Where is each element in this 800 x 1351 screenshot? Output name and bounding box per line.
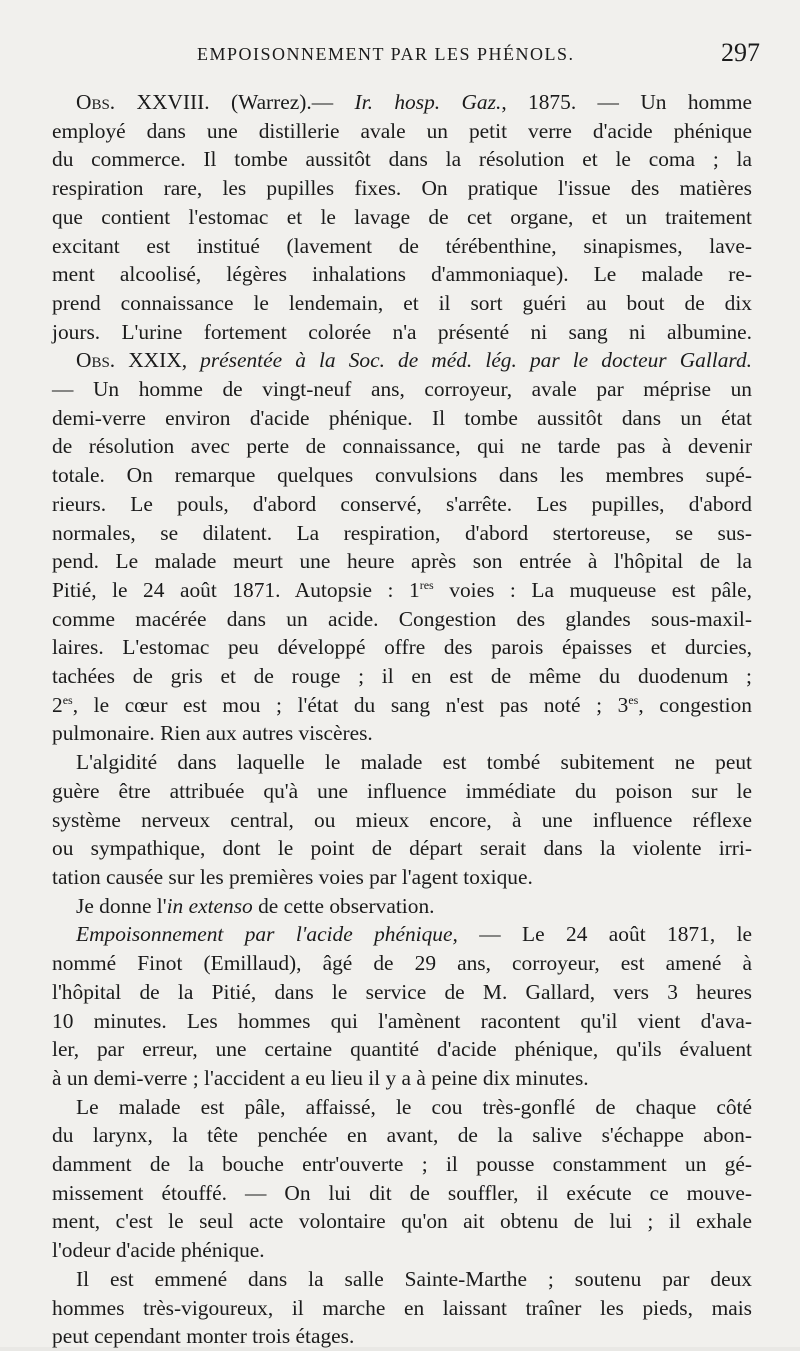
- text-line: Il est emmené dans la salle Sainte-Marthe ; soutenu par deux: [76, 1266, 752, 1291]
- text-line: ment, c'est le seul acte volontaire qu'on ait obtenu de lui ; il exhale: [52, 1209, 752, 1234]
- text-line: tation causée sur les premières voies par l'agent toxique.: [52, 864, 533, 889]
- text-line: totale. On remarque quelques convulsions dans les membres supé-: [52, 463, 752, 488]
- text-line: de résolution avec perte de connaissance, qui ne tarde pas à devenir: [52, 434, 752, 459]
- text-line: laires. L'estomac peu développé offre des parois épaisses et durcies,: [52, 635, 752, 660]
- text-line: L'algidité dans laquelle le malade est tombé subitement ne peut: [76, 750, 752, 775]
- text-line: Empoisonnement par l'acide phénique, — Le 24 août 1871, le: [76, 922, 753, 947]
- text-line: tachées de gris et de rouge ; il en est de même du duodenum ;: [52, 664, 752, 689]
- text-line: comme macérée dans un acide. Congestion des glandes sous-maxil-: [52, 606, 752, 631]
- text-line: rieurs. Le pouls, d'abord conservé, s'arrête. Les pupilles, d'abord: [52, 491, 752, 516]
- text-line: excitant est institué (lavement de térébenthine, sinapismes, lave-: [52, 233, 752, 258]
- text-line: Obs. XXIX, présentée à la Soc. de méd. lég. par le docteur Gallard.: [76, 348, 752, 373]
- text-line: l'hôpital de la Pitié, dans le service de M. Gallard, vers 3 heures: [52, 979, 752, 1004]
- text-line: système nerveux central, ou mieux encore, à une influence réflexe: [52, 807, 752, 832]
- text-line: nommé Finot (Emillaud), âgé de 29 ans, corroyeur, est amené à: [52, 951, 752, 976]
- text-line: prend connaissance le lendemain, et il sort guéri au bout de dix: [52, 290, 752, 315]
- text-line: employé dans une distillerie avale un petit verre d'acide phénique: [52, 118, 752, 143]
- text-line: demi-verre environ d'acide phénique. Il tombe aussitôt dans un état: [52, 405, 752, 430]
- page-header: [52, 36, 760, 76]
- running-title: EMPOISONNEMENT PAR LES PHÉNOLS.: [197, 44, 575, 64]
- text-line: pend. Le malade meurt une heure après son entrée à l'hôpital de la: [52, 549, 752, 574]
- text-line: ou sympathique, dont le point de départ serait dans la violente irri-: [52, 836, 752, 861]
- text-line: $2^{es}$, le cœur est mou ; l'état du sang n'est pas noté ; $3^{es}$, congestion: [52, 692, 752, 717]
- text-line: peut cependant monter trois étages.: [52, 1324, 355, 1349]
- text-line: Le malade est pâle, affaissé, le cou très-gonflé de chaque côté: [76, 1094, 752, 1119]
- text-line: que contient l'estomac et le lavage de cet organe, et un traitement: [52, 204, 752, 229]
- text-line: du commerce. Il tombe aussitôt dans la résolution et le coma ; la: [52, 147, 752, 172]
- text-line: respiration rare, les pupilles fixes. On pratique l'issue des matières: [52, 176, 752, 201]
- text-line: pulmonaire. Rien aux autres viscères.: [52, 721, 373, 746]
- text-line: damment de la bouche entr'ouverte ; il pousse constamment un gé-: [52, 1152, 752, 1177]
- text-line: à un demi-verre ; l'accident a eu lieu il y a à peine dix minutes.: [52, 1065, 589, 1090]
- text-line: hommes très-vigoureux, il marche en laissant traîner les pieds, mais: [52, 1295, 752, 1320]
- text-line: jours. L'urine fortement colorée n'a présenté ni sang ni albumine.: [52, 319, 752, 344]
- text-line: Obs. XXVIII. (Warrez).— Ir. hosp. Gaz., 1875. — Un homme: [76, 90, 753, 114]
- text-line: — Un homme de vingt-neuf ans, corroyeur, avale par méprise un: [52, 377, 752, 402]
- text-line: du larynx, la tête penchée en avant, de la salive s'échappe abon-: [52, 1123, 752, 1148]
- page-number: 297: [721, 38, 760, 67]
- text-line: missement étouffé. — On lui dit de souffler, il exécute ce mouve-: [52, 1180, 752, 1205]
- text-line: normales, se dilatent. La respiration, d'abord stertoreuse, se sus-: [52, 520, 752, 545]
- text-line: l'odeur d'acide phénique.: [52, 1238, 265, 1263]
- text-line: Pitié, le 24 août 1871. Autopsie : 1res voies : La muqueuse est pâle,: [52, 577, 752, 602]
- text-line: 10 minutes. Les hommes qui l'amènent racontent qu'il vient d'ava-: [52, 1008, 752, 1033]
- text-line: ment alcoolisé, légères inhalations d'ammoniaque). Le malade re-: [52, 262, 752, 287]
- text-line: ler, par erreur, une certaine quantité d'acide phénique, qu'ils évaluent: [52, 1037, 752, 1062]
- text-line: Je donne l'in extenso de cette observation.: [76, 893, 435, 918]
- text-line: guère être attribuée qu'à une influence immédiate du poison sur le: [52, 778, 752, 803]
- page-body-text: [52, 88, 752, 1351]
